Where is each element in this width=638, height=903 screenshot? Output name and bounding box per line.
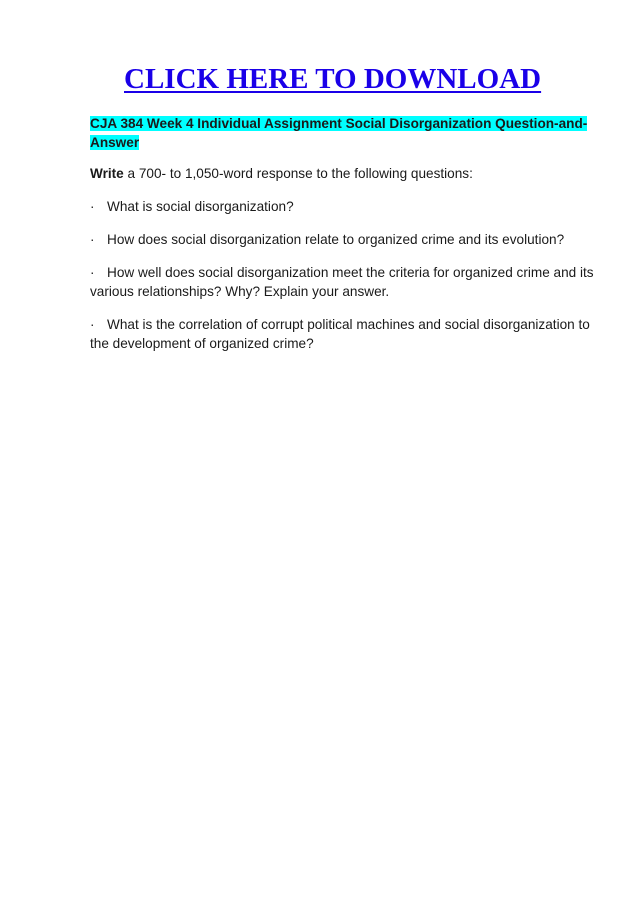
question-item xyxy=(90,263,598,301)
question-item xyxy=(90,197,598,216)
bullet-icon: · xyxy=(90,199,95,214)
question-text: What is social disorganization? xyxy=(107,199,294,214)
intro-text: a 700- to 1,050-word response to the following questions: xyxy=(123,166,473,181)
download-link[interactable]: CLICK HERE TO DOWNLOAD xyxy=(124,63,542,95)
bullet-icon: · xyxy=(90,265,95,280)
document-body xyxy=(90,114,598,367)
intro-bold-word: Write xyxy=(90,166,124,181)
assignment-title xyxy=(90,114,598,152)
question-item xyxy=(90,315,598,353)
intro-paragraph xyxy=(90,164,598,183)
bullet-icon: · xyxy=(90,232,95,247)
assignment-title-text: CJA 384 Week 4 Individual Assignment Social Disorganization Question-and-Answer xyxy=(90,116,588,150)
question-text: How does social disorganization relate to organized crime and its evolution? xyxy=(107,232,565,247)
bullet-icon: · xyxy=(90,317,95,332)
question-text: How well does social disorganization meet the criteria for organized crime and its various relationships? Why? Explain your answer. xyxy=(90,265,594,299)
question-text: What is the correlation of corrupt political machines and social disorganization to the development of organized crime? xyxy=(90,317,590,351)
question-item xyxy=(90,230,598,249)
